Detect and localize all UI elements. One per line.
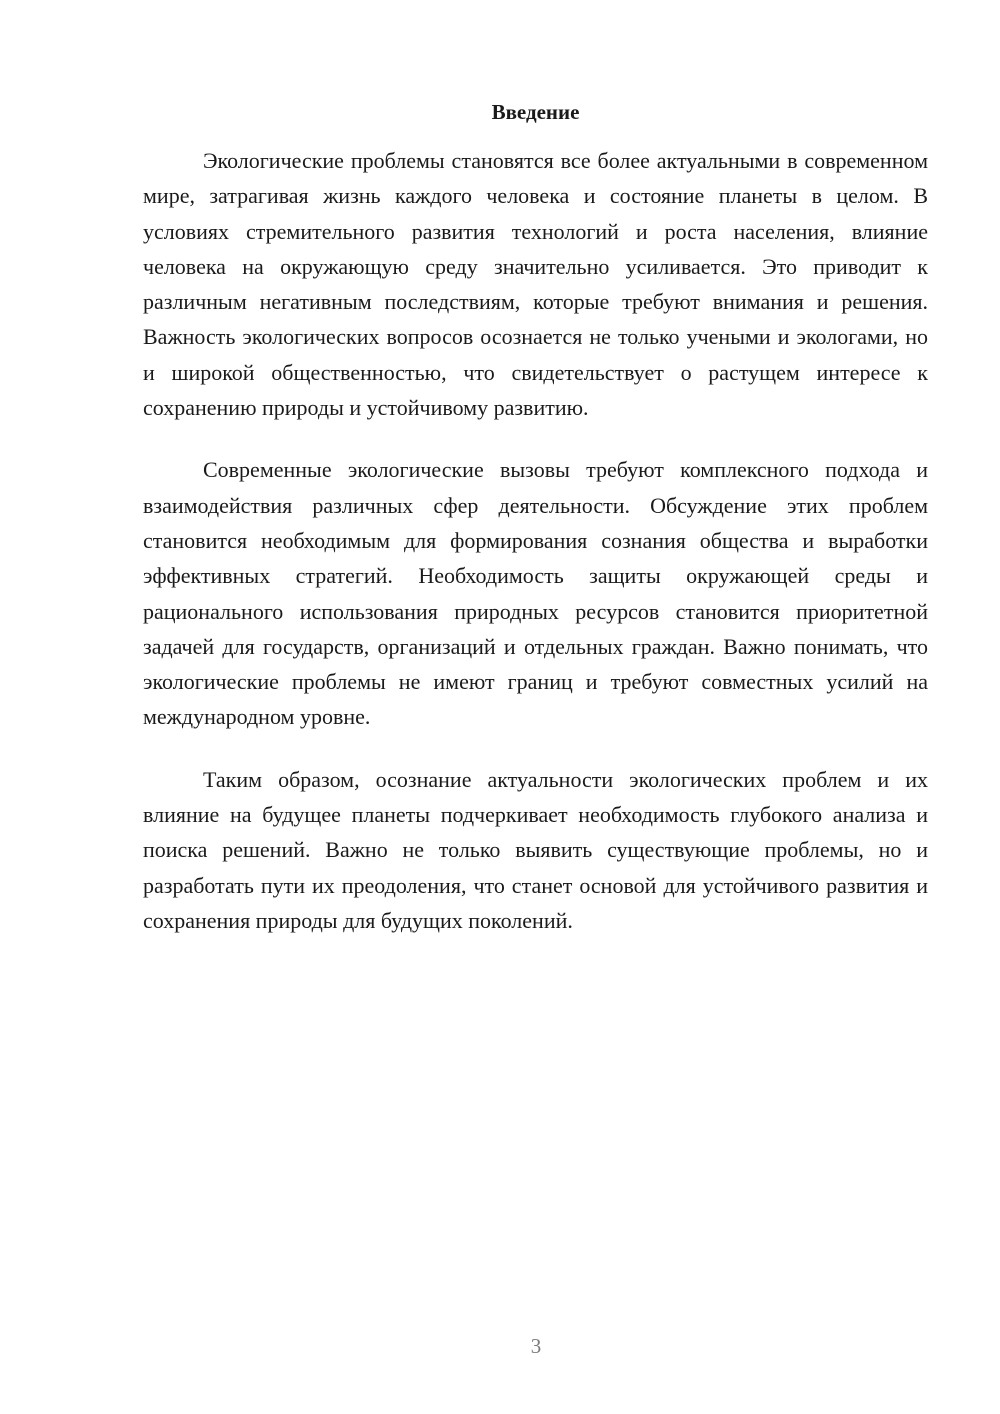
paragraph-1: Экологические проблемы становятся все более актуальными в современном мире, затрагивая жизнь каждого человека и состояние планеты в целом. В условиях стремительного развития технологий и роста населения, влияние человека на окружающую среду значительно усиливается. Это приводит к различным негативным последствиям, которые требуют внимания и решения. Важность экологических вопросов осознается не только учеными и экологами, но и широкой общественностью, что свидетельствует о растущем интересе к сохранению природы и устойчивому развитию. <box>143 148 928 421</box>
paragraph-3: Таким образом, осознание актуальности экологических проблем и их влияние на будущее планеты подчеркивает необходимость глубокого анализа и поиска решений. Важно не только выявить существующие проблемы, но и разработать пути их преодоления, что станет основой для устойчивого развития и сохранения природы для будущих поколений. <box>143 766 928 933</box>
paragraph-2: Современные экологические вызовы требуют комплексного подхода и взаимодействия различных сфер деятельности. Обсуждение этих проблем становится необходимым для формирования сознания общества и выработки эффективных стратегий. Необходимость защиты окружающей среды и рационального использования природных ресурсов становится приоритетной задачей для государств, организаций и отдельных граждан. Важно понимать, что экологические проблемы не имеют границ и требуют совместных усилий на международном уровне. <box>143 457 928 730</box>
body-text <box>143 143 928 965</box>
page-number: 3 <box>530 1334 542 1358</box>
section-title: Введение <box>491 100 580 124</box>
